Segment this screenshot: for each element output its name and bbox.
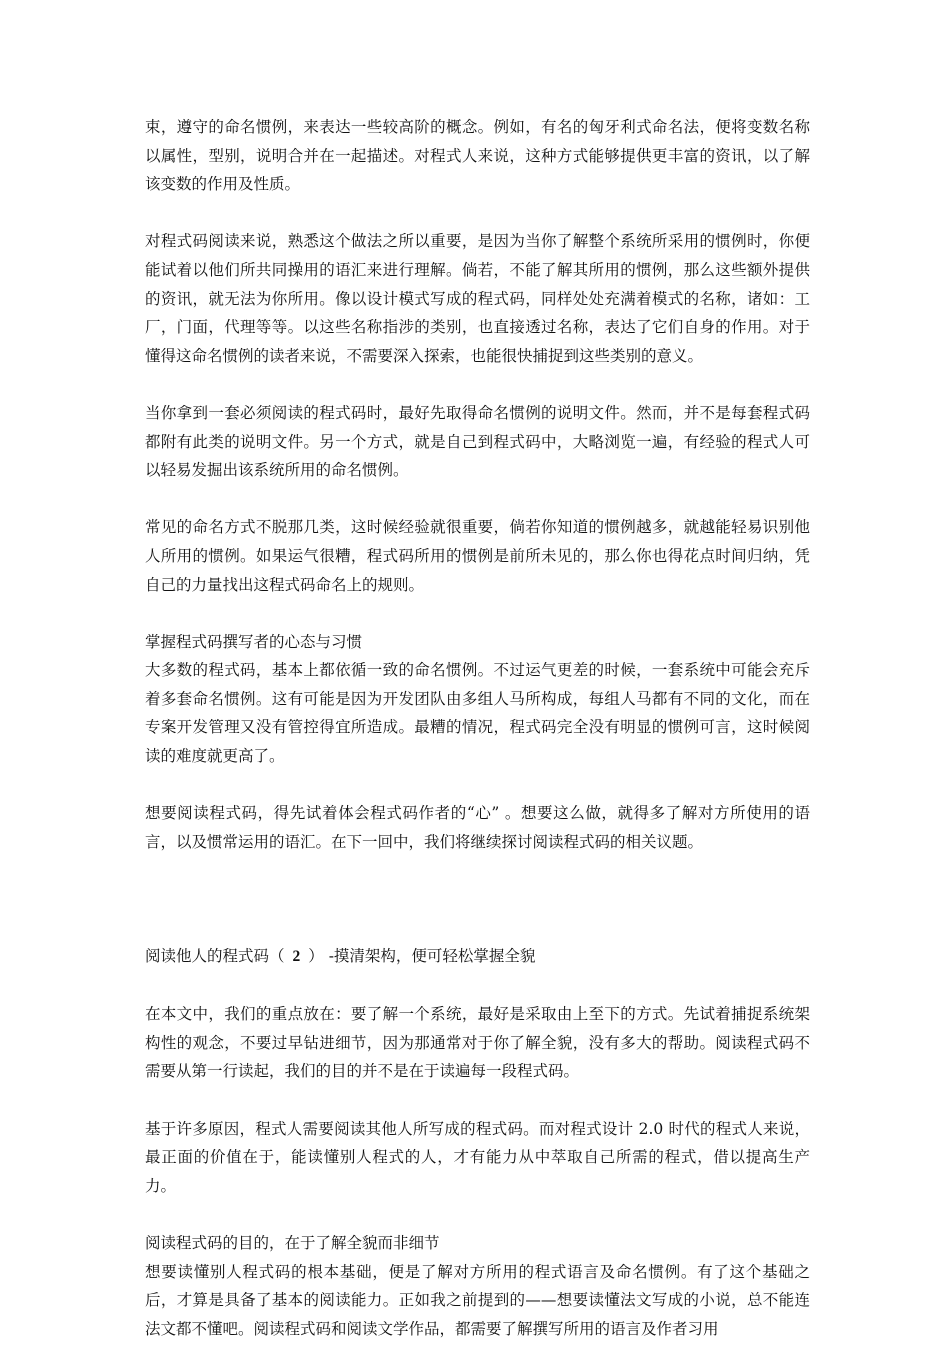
paragraph-naming-convention-experience: 常见的命名方式不脱那几类，这时候经验就很重要，倘若你知道的惯例越多，就越能轻易识别他人所用的惯例。如果运气很糟，程式码所用的惯例是前所未见的，那么你也得花点时间归纳，凭自己的力量找出这程式码命名上的规则。 xyxy=(145,518,810,594)
section-spacer xyxy=(145,885,810,942)
chapter-title xyxy=(145,942,810,972)
section-heading-habits: 掌握程式码撰写者的心态与习惯 xyxy=(145,632,363,651)
paragraph-habits: 大多数的程式码，基本上都依循一致的命名惯例。不过运气更差的时候，一套系统中可能会充斥着多套命名惯例。这有可能是因为开发团队由多组人马所构成，每组人马都有不同的文化，而在专案开发管理又没有管控得宜所造成。最糟的情况，程式码完全没有明显的惯例可言，这时候阅读的难度就更高了。 xyxy=(145,661,810,766)
paragraph-top-down: 在本文中，我们的重点放在：要了解一个系统，最好是采取由上至下的方式。先试着捕捉系统架构性的观念，不要过早钻进细节，因为那通常对于你了解全貌，没有多大的帮助。阅读程式码不需要从第一行读起，我们的目的并不是在于读遍每一段程式码。 xyxy=(145,1005,810,1081)
document-page xyxy=(145,113,810,1372)
section-heading-purpose: 阅读程式码的目的，在于了解全貌而非细节 xyxy=(145,1233,440,1252)
chapter-title-number: 2 xyxy=(292,948,301,966)
paragraph-naming-convention-importance: 对程式码阅读来说，熟悉这个做法之所以重要，是因为当你了解整个系统所采用的惯例时，你便能试着以他们所共同操用的语汇来进行理解。倘若，不能了解其所用的惯例，那么这些额外提供的资讯，就无法为你所用。像以设计模式写成的程式码，同样处处充满着模式的名称，诸如：工厂，门面，代理等等。以这些名称指涉的类别，也直接透过名称，表达了它们自身的作用。对于懂得这命名惯例的读者来说，不需要深入探索，也能很快捕捉到这些类别的意义。 xyxy=(145,232,810,365)
chapter-title-suffix: ） -摸清架构，便可轻松掌握全貌 xyxy=(308,947,536,966)
paragraph-naming-convention-docs: 当你拿到一套必须阅读的程式码时，最好先取得命名惯例的说明文件。然而，并不是每套程式码都附有此类的说明文件。另一个方式，就是自己到程式码中，大略浏览一遍，有经验的程式人可以轻易发掘出该系统所用的命名惯例。 xyxy=(145,403,810,480)
paragraph-purpose: 想要读懂别人程式码的根本基础，便是了解对方所用的程式语言及命名惯例。有了这个基础之后，才算是具备了基本的阅读能力。正如我之前提到的——想要读懂法文写成的小说，总不能连法文都不懂吧。阅读程式码和阅读文学作品，都需要了解撰写所用的语言及作者习用 xyxy=(145,1262,810,1338)
paragraph-naming-convention-intro: 束，遵守的命名惯例，来表达一些较高阶的概念。例如，有名的匈牙利式命名法，便将变数名称以属性，型别，说明合并在一起描述。对程式人来说，这种方式能够提供更丰富的资讯，以了解该变数的作用及性质。 xyxy=(145,118,810,194)
chapter-title-prefix: 阅读他人的程式码（ xyxy=(145,947,285,966)
paragraph-programming-2-0: 基于许多原因，程式人需要阅读其他人所写成的程式码。而对程式设计 2.0 时代的程式人来说，最正面的价值在于，能读懂别人程式的人，才有能力从中萃取自己所需的程式，借以提高生产力。 xyxy=(145,1119,810,1195)
paragraph-author-heart: 想要阅读程式码，得先试着体会程式码作者的“心” 。想要这么做，就得多了解对方所使用的语言，以及惯常运用的语汇。在下一回中，我们将继续探讨阅读程式码的相关议题。 xyxy=(145,804,810,851)
